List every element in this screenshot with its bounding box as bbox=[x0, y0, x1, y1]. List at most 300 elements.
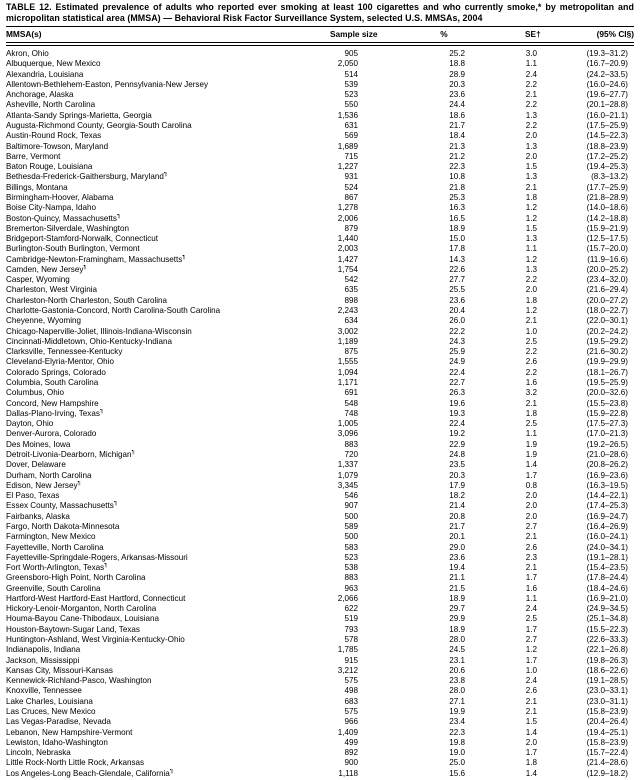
percent-cell: 23.6 bbox=[449, 552, 465, 562]
sample-size-cell: 3,212 bbox=[337, 665, 358, 675]
ci-cell: (16.3–19.5) bbox=[586, 480, 628, 490]
ci-cell: (17.2–25.2) bbox=[586, 151, 628, 161]
percent-cell: 24.8 bbox=[449, 449, 465, 459]
se-cell: 1.4 bbox=[525, 768, 537, 778]
ci-cell: (16.4–26.9) bbox=[586, 521, 628, 531]
ci-cell: (15.8–23.9) bbox=[586, 737, 628, 747]
ci-cell: (15.5–23.8) bbox=[586, 398, 628, 408]
sample-size-cell: 569 bbox=[344, 131, 358, 141]
mmsa-cell: Durham, North Carolina bbox=[6, 470, 92, 480]
sample-size-cell: 720 bbox=[344, 449, 358, 459]
se-cell: 2.0 bbox=[525, 151, 537, 161]
table-row bbox=[6, 440, 634, 450]
mmsa-cell: Birmingham-Hoover, Alabama bbox=[6, 192, 114, 202]
ci-cell: (12.9–18.2) bbox=[586, 768, 628, 778]
percent-cell: 22.4 bbox=[449, 367, 465, 377]
table-row bbox=[6, 214, 634, 224]
col-header-se: SE† bbox=[465, 27, 537, 43]
mmsa-cell: Lake Charles, Louisiana bbox=[6, 696, 93, 706]
se-cell: 1.0 bbox=[525, 665, 537, 675]
table-row bbox=[6, 224, 634, 234]
se-cell: 2.5 bbox=[525, 419, 537, 429]
percent-cell: 21.7 bbox=[449, 120, 465, 130]
se-cell: 0.8 bbox=[525, 480, 537, 490]
se-cell: 1.3 bbox=[525, 234, 537, 244]
mmsa-cell: Denver-Aurora, Colorado bbox=[6, 429, 97, 439]
table-row bbox=[6, 357, 634, 367]
percent-cell: 23.6 bbox=[449, 295, 465, 305]
ci-cell: (20.1–28.8) bbox=[586, 100, 628, 110]
se-cell: 1.2 bbox=[525, 203, 537, 213]
se-cell: 2.1 bbox=[525, 182, 537, 192]
sample-size-cell: 1,227 bbox=[337, 162, 358, 172]
se-cell: 2.7 bbox=[525, 521, 537, 531]
se-cell: 1.3 bbox=[525, 110, 537, 120]
mmsa-cell: Los Angeles-Long Beach-Glendale, California¶ bbox=[6, 768, 174, 778]
se-cell: 2.1 bbox=[525, 532, 537, 542]
se-cell: 1.6 bbox=[525, 583, 537, 593]
sample-size-cell: 715 bbox=[344, 151, 358, 161]
se-cell: 1.7 bbox=[525, 655, 537, 665]
table-row bbox=[6, 522, 634, 532]
ci-cell: (16.9–21.0) bbox=[586, 593, 628, 603]
mmsa-cell: El Paso, Texas bbox=[6, 491, 60, 501]
table-row bbox=[6, 255, 634, 265]
table-row bbox=[6, 758, 634, 768]
mmsa-cell: Camden, New Jersey¶ bbox=[6, 264, 87, 274]
se-cell: 1.3 bbox=[525, 141, 537, 151]
ci-cell: (19.1–28.5) bbox=[586, 676, 628, 686]
sample-size-cell: 542 bbox=[344, 275, 358, 285]
percent-cell: 15.0 bbox=[449, 234, 465, 244]
percent-cell: 22.3 bbox=[449, 727, 465, 737]
mmsa-cell: Little Rock-North Little Rock, Arkansas bbox=[6, 758, 145, 768]
ci-cell: (18.1–26.7) bbox=[586, 367, 628, 377]
se-cell: 1.1 bbox=[525, 593, 537, 603]
sample-size-cell: 1,094 bbox=[337, 367, 358, 377]
se-cell: 1.8 bbox=[525, 758, 537, 768]
table-row bbox=[6, 594, 634, 604]
table-row bbox=[6, 388, 634, 398]
sample-size-cell: 498 bbox=[344, 686, 358, 696]
se-cell: 1.5 bbox=[525, 717, 537, 727]
table-row bbox=[6, 614, 634, 624]
mmsa-cell: Boston-Quincy, Massachusetts¶ bbox=[6, 213, 121, 223]
col-header-percent: % bbox=[358, 27, 465, 43]
footnote-marker: ¶ bbox=[99, 408, 104, 415]
percent-cell: 29.0 bbox=[449, 542, 465, 552]
percent-cell: 25.3 bbox=[449, 192, 465, 202]
sample-size-cell: 519 bbox=[344, 614, 358, 624]
ci-cell: (22.6–33.3) bbox=[586, 635, 628, 645]
footnote-marker: ¶ bbox=[116, 213, 121, 219]
percent-cell: 22.4 bbox=[449, 419, 465, 429]
sample-size-cell: 3,096 bbox=[337, 429, 358, 439]
ci-cell: (18.4–24.6) bbox=[586, 583, 628, 593]
ci-cell: (19.4–25.1) bbox=[586, 727, 628, 737]
sample-size-cell: 1,005 bbox=[337, 419, 358, 429]
ci-cell: (16.9–23.6) bbox=[586, 470, 628, 480]
percent-cell: 19.6 bbox=[449, 398, 465, 408]
percent-cell: 19.2 bbox=[449, 429, 465, 439]
table-row bbox=[6, 337, 634, 347]
se-cell: 3.2 bbox=[525, 388, 537, 398]
se-cell: 2.7 bbox=[525, 635, 537, 645]
percent-cell: 19.4 bbox=[449, 563, 465, 573]
ci-cell: (21.6–30.2) bbox=[586, 347, 628, 357]
ci-cell: (20.2–24.2) bbox=[586, 326, 628, 336]
percent-cell: 15.6 bbox=[449, 768, 465, 778]
percent-cell: 29.7 bbox=[449, 604, 465, 614]
percent-cell: 19.0 bbox=[449, 748, 465, 758]
percent-cell: 21.7 bbox=[449, 521, 465, 531]
se-cell: 1.3 bbox=[525, 264, 537, 274]
mmsa-cell: Austin-Round Rock, Texas bbox=[6, 131, 102, 141]
ci-cell: (20.0–27.2) bbox=[586, 295, 628, 305]
table-row bbox=[6, 80, 634, 90]
sample-size-cell: 548 bbox=[344, 398, 358, 408]
table-row bbox=[6, 399, 634, 409]
percent-cell: 27.1 bbox=[449, 696, 465, 706]
sample-size-cell: 883 bbox=[344, 573, 358, 583]
mmsa-cell: Burlington-South Burlington, Vermont bbox=[6, 244, 140, 254]
mmsa-cell: Albuquerque, New Mexico bbox=[6, 59, 101, 69]
table-row bbox=[6, 172, 634, 182]
mmsa-cell: Dayton, Ohio bbox=[6, 419, 54, 429]
mmsa-cell: Asheville, North Carolina bbox=[6, 100, 96, 110]
mmsa-cell: Casper, Wyoming bbox=[6, 275, 70, 285]
percent-cell: 17.8 bbox=[449, 244, 465, 254]
mmsa-cell: Baltimore-Towson, Maryland bbox=[6, 141, 109, 151]
table-title: TABLE 12. Estimated prevalence of adults who reported ever smoking at least 100 cigarettes and who currently smoke,* by metropolitan and micropolitan statistical area (MMSA) — Behavioral Risk Factor Surveillance System, selected U.S. MMSAs, 2004 bbox=[6, 2, 634, 23]
footnote-marker: ¶ bbox=[104, 563, 108, 569]
footnote-marker: ¶ bbox=[182, 254, 186, 260]
mmsa-cell: Augusta-Richmond County, Georgia-South Carolina bbox=[6, 120, 192, 130]
se-cell: 1.7 bbox=[525, 573, 537, 583]
percent-cell: 16.5 bbox=[449, 213, 465, 223]
table-header bbox=[6, 27, 634, 46]
ci-cell: (15.5–22.3) bbox=[586, 624, 628, 634]
percent-cell: 21.5 bbox=[449, 583, 465, 593]
table-row bbox=[6, 203, 634, 213]
ci-cell: (20.8–26.2) bbox=[586, 460, 628, 470]
mmsa-cell: Fayetteville, North Carolina bbox=[6, 542, 104, 552]
footnote-marker: ¶ bbox=[131, 449, 135, 456]
se-cell: 1.2 bbox=[525, 254, 537, 264]
ci-cell: (16.0–24.1) bbox=[586, 532, 628, 542]
table-row bbox=[6, 111, 634, 121]
se-cell: 2.1 bbox=[525, 398, 537, 408]
table-row bbox=[6, 100, 634, 110]
ci-cell: (19.4–25.3) bbox=[586, 162, 628, 172]
se-cell: 2.1 bbox=[525, 90, 537, 100]
table-row bbox=[6, 738, 634, 748]
se-cell: 2.5 bbox=[525, 336, 537, 346]
se-cell: 2.2 bbox=[525, 79, 537, 89]
sample-size-cell: 3,345 bbox=[337, 480, 358, 490]
se-cell: 1.8 bbox=[525, 295, 537, 305]
percent-cell: 22.2 bbox=[449, 326, 465, 336]
se-cell: 1.4 bbox=[525, 460, 537, 470]
percent-cell: 22.9 bbox=[449, 439, 465, 449]
table-row bbox=[6, 666, 634, 676]
table-row bbox=[6, 162, 634, 172]
percent-cell: 18.6 bbox=[449, 110, 465, 120]
percent-cell: 18.2 bbox=[449, 491, 465, 501]
mmsa-cell: Charleston, West Virginia bbox=[6, 285, 98, 295]
ci-cell: (22.1–26.8) bbox=[586, 645, 628, 655]
sample-size-cell: 1,079 bbox=[337, 470, 358, 480]
table-row bbox=[6, 46, 634, 60]
se-cell: 1.6 bbox=[525, 378, 537, 387]
percent-cell: 21.2 bbox=[449, 151, 465, 161]
sample-size-cell: 1,278 bbox=[337, 203, 358, 213]
percent-cell: 19.9 bbox=[449, 707, 465, 716]
se-cell: 2.2 bbox=[525, 275, 537, 285]
table-row bbox=[6, 70, 634, 80]
percent-cell: 14.3 bbox=[449, 254, 465, 264]
percent-cell: 23.4 bbox=[449, 717, 465, 727]
table-row bbox=[6, 275, 634, 285]
mmsa-cell: Fayetteville-Springdale-Rogers, Arkansas-Missouri bbox=[6, 552, 188, 562]
mmsa-cell: Las Vegas-Paradise, Nevada bbox=[6, 717, 111, 727]
table-row bbox=[6, 471, 634, 481]
footnote-marker: ¶ bbox=[113, 501, 118, 507]
percent-cell: 20.3 bbox=[449, 79, 465, 89]
se-cell: 2.4 bbox=[525, 69, 537, 79]
se-cell: 2.0 bbox=[525, 491, 537, 501]
ci-cell: (18.0–22.7) bbox=[586, 306, 628, 316]
se-cell: 1.8 bbox=[525, 408, 537, 418]
mmsa-cell: Detroit-Livonia-Dearborn, Michigan¶ bbox=[6, 449, 135, 459]
mmsa-cell: Kennewick-Richland-Pasco, Washington bbox=[6, 676, 152, 686]
table-row bbox=[6, 316, 634, 326]
se-cell: 2.4 bbox=[525, 604, 537, 614]
mmsa-cell: Bethesda-Frederick-Gaithersburg, Maryland¶ bbox=[6, 172, 168, 182]
sample-size-cell: 1,440 bbox=[337, 234, 358, 244]
table-row bbox=[6, 152, 634, 162]
sample-size-cell: 635 bbox=[344, 285, 358, 295]
sample-size-cell: 900 bbox=[344, 758, 358, 768]
table-row bbox=[6, 296, 634, 306]
ci-cell: (21.4–28.6) bbox=[586, 758, 628, 768]
percent-cell: 26.0 bbox=[449, 316, 465, 326]
sample-size-cell: 691 bbox=[344, 388, 358, 398]
percent-cell: 20.1 bbox=[449, 532, 465, 542]
se-cell: 1.2 bbox=[525, 306, 537, 316]
se-cell: 1.5 bbox=[525, 162, 537, 172]
se-cell: 1.1 bbox=[525, 429, 537, 439]
footnote-marker: ¶ bbox=[77, 480, 81, 487]
sample-size-cell: 892 bbox=[344, 748, 358, 758]
se-cell: 1.1 bbox=[525, 244, 537, 254]
sample-size-cell: 3,002 bbox=[337, 326, 358, 336]
ci-cell: (19.9–29.9) bbox=[586, 357, 628, 367]
sample-size-cell: 499 bbox=[344, 737, 358, 747]
mmsa-cell: Greenville, South Carolina bbox=[6, 583, 101, 593]
ci-cell: (17.5–25.9) bbox=[586, 120, 628, 130]
se-cell: 1.8 bbox=[525, 192, 537, 202]
sample-size-cell: 523 bbox=[344, 90, 358, 100]
percent-cell: 22.3 bbox=[449, 162, 465, 172]
table-row bbox=[6, 121, 634, 131]
percent-cell: 21.8 bbox=[449, 182, 465, 192]
footnote-marker: ¶ bbox=[83, 264, 87, 271]
sample-size-cell: 1,536 bbox=[337, 110, 358, 120]
table-row bbox=[6, 285, 634, 295]
percent-cell: 29.9 bbox=[449, 614, 465, 624]
table-row bbox=[6, 697, 634, 707]
table-row bbox=[6, 131, 634, 141]
percent-cell: 21.3 bbox=[449, 141, 465, 151]
percent-cell: 10.8 bbox=[449, 172, 465, 182]
mmsa-cell: Lincoln, Nebraska bbox=[6, 748, 71, 758]
mmsa-cell: Des Moines, Iowa bbox=[6, 439, 71, 449]
mmsa-cell: Colorado Springs, Colorado bbox=[6, 367, 106, 377]
se-cell: 2.2 bbox=[525, 100, 537, 110]
table-row bbox=[6, 635, 634, 645]
ci-cell: (14.5–22.3) bbox=[586, 131, 628, 141]
percent-cell: 18.9 bbox=[449, 593, 465, 603]
ci-cell: (15.4–23.5) bbox=[586, 563, 628, 573]
se-cell: 1.5 bbox=[525, 223, 537, 233]
ci-cell: (16.0–24.6) bbox=[586, 79, 628, 89]
mmsa-cell: Boise City-Nampa, Idaho bbox=[6, 203, 96, 213]
percent-cell: 17.9 bbox=[449, 480, 465, 490]
sample-size-cell: 898 bbox=[344, 295, 358, 305]
table-row bbox=[6, 625, 634, 635]
mmsa-cell: Jackson, Mississippi bbox=[6, 655, 80, 665]
sample-size-cell: 578 bbox=[344, 635, 358, 645]
mmsa-cell: Columbus, Ohio bbox=[6, 388, 65, 398]
percent-cell: 24.5 bbox=[449, 645, 465, 655]
ci-cell: (15.9–22.8) bbox=[586, 408, 628, 418]
mmsa-cell: Allentown-Bethlehem-Easton, Pennsylvania-New Jersey bbox=[6, 79, 208, 89]
sample-size-cell: 1,337 bbox=[337, 460, 358, 470]
table-row bbox=[6, 244, 634, 254]
percent-cell: 24.3 bbox=[449, 336, 465, 346]
table-row bbox=[6, 573, 634, 583]
table-row bbox=[6, 501, 634, 511]
mmsa-cell: Essex County, Massachusetts¶ bbox=[6, 501, 118, 511]
sample-size-cell: 1,171 bbox=[337, 378, 358, 387]
table-row bbox=[6, 409, 634, 419]
ci-cell: (17.8–24.4) bbox=[586, 573, 628, 583]
sample-size-cell: 793 bbox=[344, 624, 358, 634]
ci-cell: (22.0–30.1) bbox=[586, 316, 628, 326]
sample-size-cell: 867 bbox=[344, 192, 358, 202]
se-cell: 2.6 bbox=[525, 357, 537, 367]
percent-cell: 28.0 bbox=[449, 635, 465, 645]
ci-cell: (24.0–34.1) bbox=[586, 542, 628, 552]
table-row bbox=[6, 460, 634, 470]
sample-size-cell: 883 bbox=[344, 439, 358, 449]
se-cell: 2.5 bbox=[525, 614, 537, 624]
mmsa-cell: Dover, Delaware bbox=[6, 460, 66, 470]
mmsa-cell: Knoxville, Tennessee bbox=[6, 686, 82, 696]
footnote-marker: ¶ bbox=[169, 768, 174, 774]
table-row bbox=[6, 193, 634, 203]
table-row bbox=[6, 604, 634, 614]
table-row bbox=[6, 512, 634, 522]
ci-cell: (18.6–22.6) bbox=[586, 665, 628, 675]
mmsa-cell: Indianapolis, Indiana bbox=[6, 645, 81, 655]
se-cell: 1.7 bbox=[525, 624, 537, 634]
col-header-ci: (95% CI§) bbox=[537, 27, 634, 43]
mmsa-cell: Huntington-Ashland, West Virginia-Kentucky-Ohio bbox=[6, 635, 185, 645]
percent-cell: 20.8 bbox=[449, 511, 465, 521]
sample-size-cell: 631 bbox=[344, 120, 358, 130]
se-cell: 2.0 bbox=[525, 131, 537, 141]
sample-size-cell: 748 bbox=[344, 408, 358, 418]
ci-cell: (23.0–33.1) bbox=[586, 686, 628, 696]
se-cell: 1.2 bbox=[525, 213, 537, 223]
percent-cell: 25.0 bbox=[449, 758, 465, 768]
percent-cell: 21.4 bbox=[449, 501, 465, 511]
percent-cell: 23.5 bbox=[449, 460, 465, 470]
sample-size-cell: 589 bbox=[344, 521, 358, 531]
percent-cell: 18.9 bbox=[449, 223, 465, 233]
ci-cell: (24.2–33.5) bbox=[586, 69, 628, 79]
mmsa-cell: Hickory-Lenoir-Morganton, North Carolina bbox=[6, 604, 157, 614]
se-cell: 2.1 bbox=[525, 696, 537, 706]
ci-cell: (25.1–34.8) bbox=[586, 614, 628, 624]
sample-size-cell: 575 bbox=[344, 676, 358, 686]
sample-size-cell: 1,754 bbox=[337, 264, 358, 274]
ci-cell: (15.7–20.0) bbox=[586, 244, 628, 254]
se-cell: 1.9 bbox=[525, 439, 537, 449]
ci-cell: (11.9–16.6) bbox=[587, 254, 628, 264]
mmsa-cell: Charleston-North Charleston, South Carolina bbox=[6, 295, 168, 305]
ci-cell: (16.7–20.9) bbox=[586, 59, 628, 69]
mmsa-cell: Concord, New Hampshire bbox=[6, 398, 99, 408]
mmsa-cell: Cleveland-Elyria-Mentor, Ohio bbox=[6, 357, 114, 367]
mmsa-cell: Columbia, South Carolina bbox=[6, 378, 99, 387]
se-cell: 1.1 bbox=[525, 59, 537, 69]
percent-cell: 28.9 bbox=[449, 69, 465, 79]
table-row bbox=[6, 686, 634, 696]
ci-cell: (12.5–17.5) bbox=[586, 234, 628, 244]
mmsa-cell: Chicago-Naperville-Joliet, Illinois-Indiana-Wisconsin bbox=[6, 326, 192, 336]
se-cell: 1.3 bbox=[525, 172, 537, 182]
ci-cell: (17.5–27.3) bbox=[586, 419, 628, 429]
prevalence-table bbox=[6, 26, 634, 779]
mmsa-cell: Houston-Baytown-Sugar Land, Texas bbox=[6, 624, 140, 634]
mmsa-cell: Hartford-West Hartford-East Hartford, Connecticut bbox=[6, 593, 186, 603]
mmsa-cell: Greensboro-High Point, North Carolina bbox=[6, 573, 146, 583]
ci-cell: (19.3–31.2) bbox=[586, 49, 628, 58]
ci-cell: (17.7–25.9) bbox=[586, 182, 628, 192]
table-row bbox=[6, 419, 634, 429]
table-body bbox=[6, 46, 634, 779]
sample-size-cell: 905 bbox=[344, 49, 358, 58]
ci-cell: (14.2–18.8) bbox=[586, 213, 628, 223]
mmsa-cell: Fairbanks, Alaska bbox=[6, 511, 70, 521]
table-row bbox=[6, 429, 634, 439]
sample-size-cell: 2,243 bbox=[337, 306, 358, 316]
table-row bbox=[6, 769, 634, 779]
percent-cell: 19.3 bbox=[449, 408, 465, 418]
sample-size-cell: 583 bbox=[344, 542, 358, 552]
se-cell: 2.4 bbox=[525, 676, 537, 686]
table-row bbox=[6, 183, 634, 193]
sample-size-cell: 1,555 bbox=[337, 357, 358, 367]
ci-cell: (19.5–25.9) bbox=[586, 378, 628, 387]
percent-cell: 28.0 bbox=[449, 686, 465, 696]
sample-size-cell: 2,006 bbox=[337, 213, 358, 223]
mmsa-cell: Houma-Bayou Cane-Thibodaux, Louisiana bbox=[6, 614, 159, 624]
percent-cell: 23.1 bbox=[449, 655, 465, 665]
